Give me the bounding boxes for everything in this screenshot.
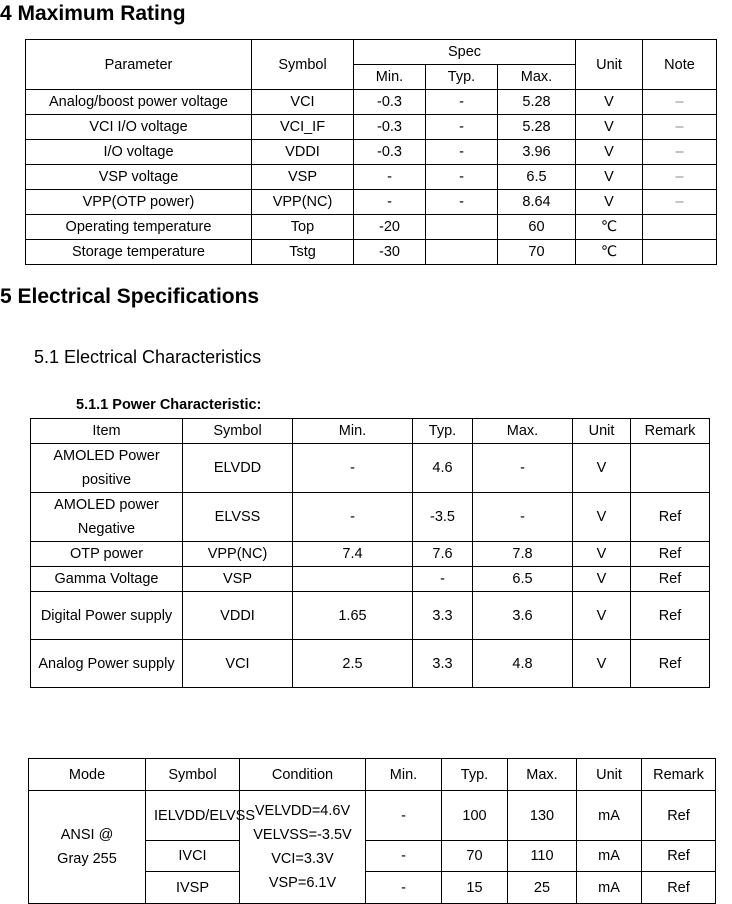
cell-max: 25 [508,872,577,904]
header-condition: Condition [240,759,366,791]
cell-min: - [354,165,426,190]
cell-unit: mA [577,791,642,841]
header-parameter: Parameter [26,40,252,90]
cell-max: 8.64 [498,190,576,215]
cell-max: 5.28 [498,115,576,140]
cell-symbol: Top [252,215,354,240]
header-symbol: Symbol [146,759,240,791]
cell-max: 110 [508,841,577,872]
table-header-row [31,419,710,444]
cell-symbol: VSP [252,165,354,190]
cell-unit: V [576,140,643,165]
header-max: Max. [498,65,576,90]
cell-min [293,567,413,592]
cell-symbol: ELVSS [183,493,293,542]
current-consumption-table [28,758,716,904]
cell-typ: - [426,115,498,140]
cell-min: -0.3 [354,115,426,140]
cell-typ: 4.6 [413,444,473,493]
cell-unit: V [573,542,631,567]
cell-symbol: VCI_IF [252,115,354,140]
cell-remark: Ref [631,640,710,688]
header-mode: Mode [29,759,146,791]
cell-remark [631,444,710,493]
cell-max: 70 [498,240,576,265]
table-header-row [29,759,716,791]
cell-parameter: Operating temperature [26,215,252,240]
header-unit: Unit [576,40,643,90]
header-typ: Typ. [442,759,508,791]
cell-min: -30 [354,240,426,265]
cell-note [643,215,717,240]
cell-max: 6.5 [473,567,573,592]
cell-typ: - [426,90,498,115]
cell-typ: 3.3 [413,592,473,640]
header-item: Item [31,419,183,444]
cell-unit: V [576,115,643,140]
cell-unit: V [573,444,631,493]
cell-max: 6.5 [498,165,576,190]
header-symbol: Symbol [252,40,354,90]
cell-min: 1.65 [293,592,413,640]
cell-parameter: VSP voltage [26,165,252,190]
cell-min: - [366,791,442,841]
cell-unit: mA [577,841,642,872]
cell-max: 3.6 [473,592,573,640]
cell-typ [426,240,498,265]
section-5-title: 5 Electrical Specifications [0,285,260,308]
cell-item: Gamma Voltage [31,567,183,592]
cell-typ: 15 [442,872,508,904]
header-unit: Unit [577,759,642,791]
cell-max: 5.28 [498,90,576,115]
cell-symbol: VCI [252,90,354,115]
cell-typ: 100 [442,791,508,841]
table-row [31,444,710,493]
cell-remark: Ref [631,542,710,567]
cell-symbol: VDDI [183,592,293,640]
table-row [31,567,710,592]
table-row [26,240,717,265]
table-row [26,140,717,165]
cell-unit: mA [577,872,642,904]
header-typ: Typ. [413,419,473,444]
cell-remark: Ref [642,872,716,904]
header-min: Min. [293,419,413,444]
cell-unit: ℃ [576,215,643,240]
header-min: Min. [354,65,426,90]
cell-symbol: Tstg [252,240,354,265]
cell-symbol: VCI [183,640,293,688]
cell-typ: 7.6 [413,542,473,567]
cell-symbol: IVCI [146,841,240,872]
header-spec: Spec [354,40,576,65]
cell-item: AMOLED Power positive [31,444,183,493]
cell-typ [426,215,498,240]
table-row [26,115,717,140]
cell-note [643,240,717,265]
cell-typ: 3.3 [413,640,473,688]
table-row [31,493,710,542]
cell-max: 130 [508,791,577,841]
cell-max: 4.8 [473,640,573,688]
table-row [29,791,716,841]
cell-symbol: VPP(NC) [252,190,354,215]
cell-item: AMOLED power Negative [31,493,183,542]
header-note: Note [643,40,717,90]
cell-typ: 70 [442,841,508,872]
header-remark: Remark [631,419,710,444]
cell-parameter: VPP(OTP power) [26,190,252,215]
cell-min: 2.5 [293,640,413,688]
cell-unit: V [576,90,643,115]
cell-symbol: VPP(NC) [183,542,293,567]
cell-note: – [643,115,717,140]
cell-unit: V [573,493,631,542]
cell-typ: - [426,190,498,215]
cell-min: - [293,444,413,493]
cell-parameter: Analog/boost power voltage [26,90,252,115]
table-row [26,215,717,240]
cell-symbol: IELVDD/ELVSS [146,791,240,841]
cell-parameter: I/O voltage [26,140,252,165]
table-row [31,640,710,688]
cell-condition: VELVDD=4.6V VELVSS=-3.5V VCI=3.3V VSP=6.1V [240,791,366,904]
header-typ: Typ. [426,65,498,90]
cell-min: - [366,872,442,904]
cell-typ: -3.5 [413,493,473,542]
cell-unit: ℃ [576,240,643,265]
cell-unit: V [573,640,631,688]
cell-min: -0.3 [354,140,426,165]
header-remark: Remark [642,759,716,791]
cell-min: - [293,493,413,542]
cell-typ: - [426,140,498,165]
cell-max: 3.96 [498,140,576,165]
cell-remark: Ref [642,841,716,872]
cell-unit: V [576,190,643,215]
header-symbol: Symbol [183,419,293,444]
header-max: Max. [508,759,577,791]
max-rating-table [25,39,717,265]
cell-min: -20 [354,215,426,240]
cell-remark: Ref [642,791,716,841]
cell-max: 60 [498,215,576,240]
cell-parameter: Storage temperature [26,240,252,265]
cell-symbol: ELVDD [183,444,293,493]
cell-note: – [643,165,717,190]
cell-unit: V [576,165,643,190]
cell-min: -0.3 [354,90,426,115]
table-row [31,592,710,640]
table-header-row [26,40,717,65]
cell-item: OTP power [31,542,183,567]
cell-typ: - [426,165,498,190]
cell-item: Digital Power supply [31,592,183,640]
cell-note: – [643,90,717,115]
cell-typ: - [413,567,473,592]
cell-item: Analog Power supply [31,640,183,688]
cell-min: - [354,190,426,215]
table-row [26,190,717,215]
cell-max: - [473,493,573,542]
cell-min: 7.4 [293,542,413,567]
cell-min: - [366,841,442,872]
header-max: Max. [473,419,573,444]
cell-remark: Ref [631,592,710,640]
cell-parameter: VCI I/O voltage [26,115,252,140]
cell-max: - [473,444,573,493]
cell-remark: Ref [631,567,710,592]
subsection-title: 5.1 Electrical Characteristics [34,347,262,367]
subsubsection-title: 5.1.1 Power Characteristic: [76,397,262,413]
cell-mode: ANSI @ Gray 255 [29,791,146,904]
cell-max: 7.8 [473,542,573,567]
cell-symbol: VDDI [252,140,354,165]
cell-unit: V [573,592,631,640]
cell-symbol: VSP [183,567,293,592]
header-unit: Unit [573,419,631,444]
table-row [26,90,717,115]
table-row [31,542,710,567]
header-min: Min. [366,759,442,791]
cell-note: – [643,140,717,165]
cell-unit: V [573,567,631,592]
table-row [26,165,717,190]
power-characteristic-table [30,418,710,688]
cell-remark: Ref [631,493,710,542]
cell-symbol: IVSP [146,872,240,904]
section-4-title: 4 Maximum Rating [0,2,186,25]
cell-note: – [643,190,717,215]
